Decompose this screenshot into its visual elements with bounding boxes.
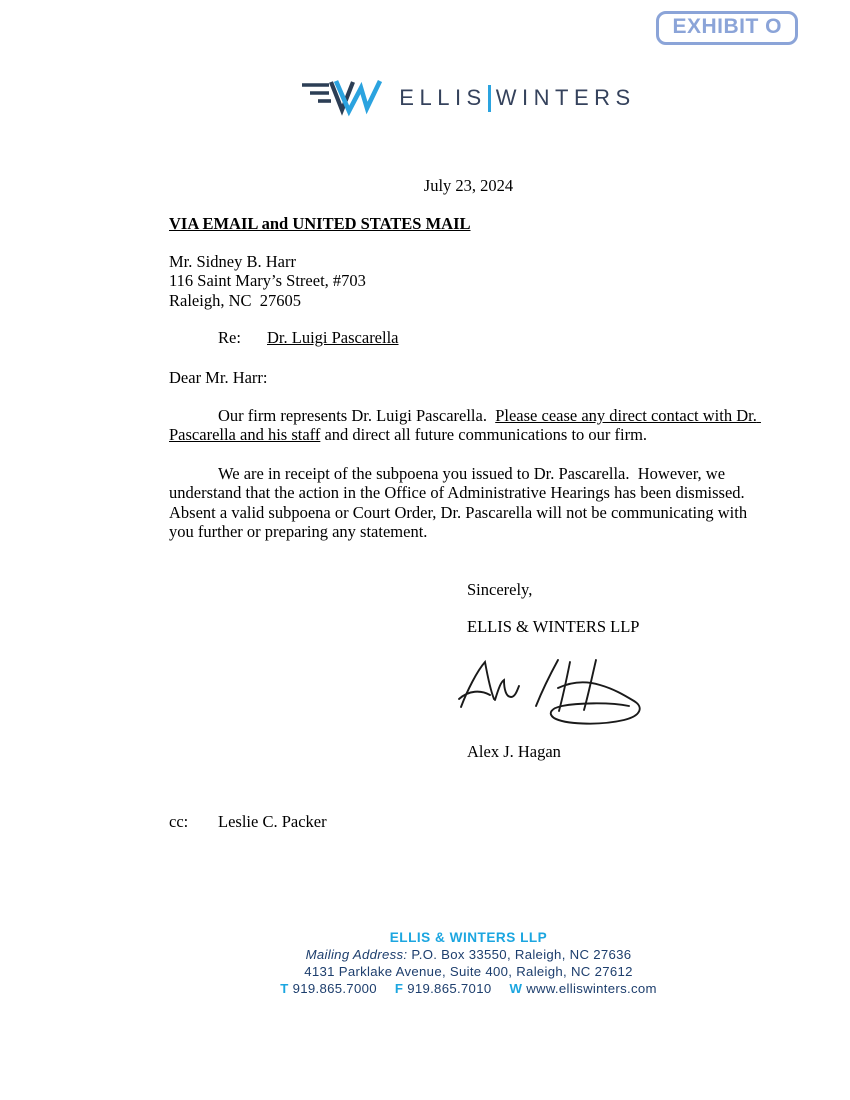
fax-label: F xyxy=(394,981,404,996)
firm-logo xyxy=(169,76,768,120)
letterhead-footer xyxy=(169,929,768,997)
para1-text-end: and direct all future communications to our firm. xyxy=(320,425,648,445)
cc-name: Leslie C. Packer xyxy=(218,812,327,831)
para1-text: Our firm represents Dr. Luigi Pascarella. xyxy=(218,406,496,425)
recipient-name: Mr. Sidney B. Harr xyxy=(169,252,296,271)
footer-mailing-value: P.O. Box 33550, Raleigh, NC 27636 xyxy=(407,947,632,962)
signer-name: Alex J. Hagan xyxy=(467,741,561,761)
closing-firm-name: ELLIS & WINTERS LLP xyxy=(467,617,640,637)
web-label: W xyxy=(509,981,523,996)
footer-firm-name: ELLIS & WINTERS LLP xyxy=(389,930,548,945)
footer-web-group xyxy=(509,981,656,996)
logo-separator-bar xyxy=(488,85,491,112)
phone-number: 919.865.7000 xyxy=(292,981,377,996)
valediction: Sincerely, xyxy=(467,580,533,599)
exhibit-stamp-label: EXHIBIT O xyxy=(672,15,782,38)
logo-word-ellis: ELLIS xyxy=(399,85,487,110)
logo-word-winters: WINTERS xyxy=(495,85,636,110)
footer-phone-group xyxy=(280,981,377,996)
re-subject: Dr. Luigi Pascarella xyxy=(267,328,399,347)
fax-number: 919.865.7010 xyxy=(407,981,492,996)
letter-date: July 23, 2024 xyxy=(423,176,514,195)
recipient-address-block xyxy=(169,252,768,310)
footer-contact-line xyxy=(169,980,768,997)
phone-label: T xyxy=(280,981,289,996)
salutation: Dear Mr. Harr: xyxy=(169,368,268,387)
footer-mailing-address xyxy=(169,946,768,963)
signature-icon xyxy=(457,649,647,734)
web-url: www.elliswinters.com xyxy=(526,981,657,996)
exhibit-stamp xyxy=(656,11,798,45)
cc-label: cc: xyxy=(169,812,189,831)
re-label: Re: xyxy=(218,328,241,347)
recipient-city-state-zip: Raleigh, NC 27605 xyxy=(169,290,301,310)
body-paragraph-2: We are in receipt of the subpoena you issued to Dr. Pascarella. However, we understand that the action in the Office of Administrative Hearings has been dismissed. Absent a valid subpoena or Court Order, Dr. Pascarella will not be communicating with you further or preparing any statement. xyxy=(169,464,753,541)
footer-street-address: 4131 Parklake Avenue, Suite 400, Raleigh, NC 27612 xyxy=(304,964,633,979)
closing-block xyxy=(467,580,767,761)
para1-underlined-text: Please cease any direct contact with Dr. Pascarella and his staff xyxy=(169,406,761,445)
re-line xyxy=(169,328,817,347)
cc-line xyxy=(169,812,768,831)
footer-fax-group xyxy=(395,981,492,996)
footer-mailing-label: Mailing Address: xyxy=(305,947,408,962)
body-paragraph-1 xyxy=(169,406,768,445)
delivery-method-line: VIA EMAIL and UNITED STATES MAIL xyxy=(169,214,471,233)
logo-ew-mark-icon xyxy=(301,77,385,119)
recipient-street: 116 Saint Mary’s Street, #703 xyxy=(169,271,366,291)
